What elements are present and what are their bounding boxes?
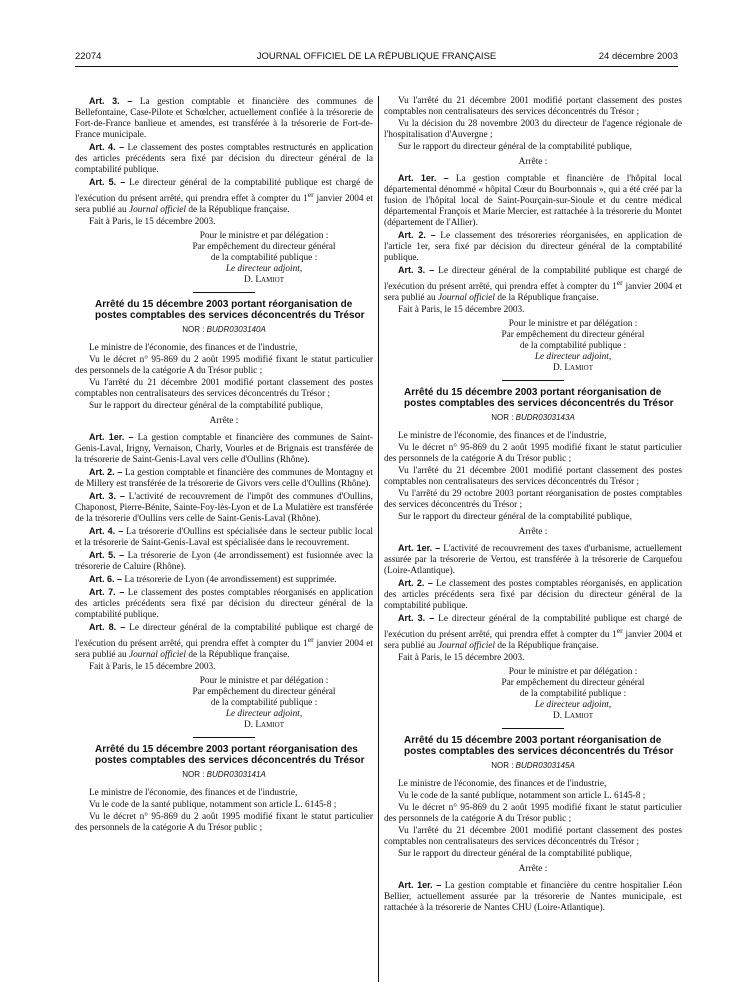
visa-paragraph: Vu l'arrêté du 21 décembre 2001 modifié portant classement des postes comptables non centralisateurs des services déconcentrés du Trésor ;	[384, 466, 682, 488]
article-paragraph: Art. 4. – La trésorerie d'Oullins est spécialisée dans le secteur public local et la trésorerie de Saint-Genis-Laval est spécialisée dans le recouvrement.	[75, 526, 374, 549]
left-column	[75, 96, 373, 835]
visa-paragraph: Le ministre de l'économie, des finances et de l'industrie,	[398, 779, 607, 790]
signatory-name: D. Lamiot	[553, 711, 593, 722]
separator-rule	[193, 292, 255, 293]
article-paragraph: Art. 5. – Le directeur général de la comptabilité publique est chargé de l'exécution du présent arrêté, qui prendra effet à compter du 1er janvier 2004 et sera publié au Journal officiel de la République française.	[75, 177, 374, 216]
article-label: Art. 4. –	[89, 142, 125, 152]
article-paragraph: Art. 8. – Le directeur général de la comptabilité publique est chargé de l'exécution du présent arrêté, qui prendra effet à compter du 1er janvier 2004 et sera publié au Journal officiel de la République française.	[75, 622, 374, 661]
nor-reference: NOR : BUDR0303140A	[182, 325, 266, 335]
visa-paragraph: Vu l'arrêté du 21 décembre 2001 modifié portant classement des postes comptables non centralisateurs des services déconcentrés du Trésor ;	[384, 96, 682, 117]
separator-rule	[502, 728, 564, 729]
nor-reference: NOR : BUDR0303145A	[491, 761, 575, 771]
article-paragraph: Art. 6. – La trésorerie de Lyon (4e arrondissement) est supprimée.	[89, 574, 337, 586]
signature-block: Pour le ministre et par délégation : Par empêchement du directeur général de la comptabilité publique : Le directeur adjoint, D. Lamiot	[75, 231, 373, 286]
signatory-name: D. Lamiot	[553, 363, 593, 374]
visa-paragraph: Vu le décret n° 95-869 du 2 août 1995 modifié fixant le statut particulier des personnels de la catégorie A du Trésor public ;	[384, 443, 682, 465]
fait-line: Fait à Paris, le 15 décembre 2003.	[89, 662, 216, 673]
signature-block: Pour le ministre et par délégation : Par empêchement du directeur général de la comptabilité publique : Le directeur adjoint, D. Lamiot	[75, 676, 373, 731]
decree-title: Arrêté du 15 décembre 2003 portant réorganisation de postes comptables des services déconcentrés du Trésor	[95, 299, 365, 322]
article-paragraph: Art. 1er. – La gestion comptable et financière des communes de Saint-Genis-Laval, Irigny, Vernaison, Charly, Vourles et de Brignais est transférée de la trésorerie de Saint-Genis-Laval vers celle d'Oullins (Rhône).	[75, 432, 374, 466]
visa-paragraph: Vu l'arrêté du 29 octobre 2003 portant réorganisation de postes comptables des services déconcentrés du Trésor ;	[384, 489, 682, 511]
signatory-name: D. Lamiot	[244, 720, 284, 731]
visa-paragraph: Le ministre de l'économie, des finances et de l'industrie,	[398, 431, 607, 442]
article-paragraph: Art. 2. – Le classement des trésoreries réorganisées, en application de l'article 1er, sera fixé par décision du directeur général de la comptabilité publique.	[384, 230, 682, 263]
article-paragraph: Art. 3. – L'activité de recouvrement de l'impôt des communes d'Oullins, Chaponost, Pierre-Bénite, Sainte-Foy-lès-Lyon et de La Mulatière est transférée de la trésorerie d'Oullins vers celle de Saint-Genis-Laval (Rhône).	[75, 491, 373, 525]
visa-paragraph: Vu le décret n° 95-869 du 2 août 1995 modifié fixant le statut particulier des personnels de la catégorie A du Trésor public ;	[75, 812, 373, 834]
fait-line: Fait à Paris, le 15 décembre 2003.	[398, 305, 525, 316]
visa-paragraph: Sur le rapport du directeur général de la comptabilité publique,	[398, 512, 632, 523]
visa-paragraph: Vu le décret n° 95-869 du 2 août 1995 modifié fixant le statut particulier des personnels de la catégorie A du Trésor public ;	[384, 803, 682, 825]
arrete-heading: Arrête :	[518, 157, 548, 167]
nor-reference: NOR : BUDR0303141A	[182, 770, 266, 780]
journal-title: JOURNAL OFFICIEL DE LA RÉPUBLIQUE FRANÇAISE	[256, 51, 497, 62]
article-paragraph: Art. 3. – La gestion comptable et financière des communes de Bellefontaine, Case-Pilote et Schœlcher, actuellement confiée à la trésorerie de Fort-de-France banlieue et amendes, est transférée à la trésorerie de Fort-de-France municipale.	[75, 96, 374, 140]
article-paragraph: Art. 4. – Le classement des postes comptables restructurés en application des articles précédents sera fixé par décision du directeur général de la comptabilité publique.	[75, 142, 374, 175]
page-header	[75, 51, 678, 65]
article-paragraph: Art. 5. – La trésorerie de Lyon (4e arrondissement) est fusionnée avec la trésorerie de Caluire (Rhône).	[75, 550, 374, 573]
article-paragraph: Art. 1er. – L'activité de recouvrement des taxes d'urbanisme, actuellement assurée par la trésorerie de Vertou, est transférée à la trésorerie de Carquefou (Loire-Atlantique).	[384, 543, 682, 577]
visa-paragraph: Le ministre de l'économie, des finances et de l'industrie,	[89, 343, 298, 354]
visa-paragraph: Vu le décret n° 95-869 du 2 août 1995 modifié fixant le statut particulier des personnels de la catégorie A du Trésor public ;	[75, 355, 373, 377]
separator-rule	[502, 380, 564, 381]
fait-line: Fait à Paris, le 15 décembre 2003.	[398, 653, 525, 664]
nor-reference: NOR : BUDR0303143A	[491, 413, 575, 423]
visa-paragraph: Vu le code de la santé publique, notamment son article L. 6145-8 ;	[89, 800, 337, 811]
decree-title: Arrêté du 15 décembre 2003 portant réorganisation des postes comptables des services déconcentrés du Trésor	[95, 744, 365, 767]
article-paragraph: Art. 1er. – La gestion comptable et financière de l'hôpital local départemental dénommé « hôpital Cœur du Bourbonnais », qui a été créé par la fusion de l'hôpital local de Saint-Pourçain-sur-Sioule et du centre médical départemental François et Marie Mercier, est rattachée à la trésorerie du Montet (département de l'Allier).	[384, 173, 682, 228]
arrete-heading: Arrête :	[518, 527, 548, 538]
article-label: Art. 5. –	[89, 177, 126, 187]
right-column	[384, 96, 682, 915]
visa-paragraph: Vu le code de la santé publique, notamment son article L. 6145-8 ;	[398, 791, 646, 802]
arrete-heading: Arrête :	[518, 864, 548, 875]
article-label: Art. 3. –	[89, 96, 133, 106]
signatory-name: D. Lamiot	[244, 275, 284, 286]
article-paragraph: Art. 2. – Le classement des postes comptables réorganisés, en application des articles précédents sera fixé par décision du directeur général de la comptabilité publique.	[384, 578, 683, 612]
visa-paragraph: Sur le rapport du directeur général de la comptabilité publique,	[398, 142, 632, 152]
decree-title: Arrêté du 15 décembre 2003 portant réorganisation de postes comptables des services déconcentrés du Trésor	[404, 387, 674, 410]
article-paragraph: Art. 2. – La gestion comptable et financière des communes de Montagny et de Millery est transférée de la trésorerie de Givors vers celle d'Oullins (Rhône).	[75, 467, 374, 490]
separator-rule	[193, 737, 255, 738]
signature-block: Pour le ministre et par délégation : Par empêchement du directeur général de la comptabilité publique : Le directeur adjoint, D. Lamiot	[384, 667, 682, 722]
decree-title: Arrêté du 15 décembre 2003 portant réorganisation de postes comptables des services déconcentrés du Trésor	[404, 735, 674, 758]
article-paragraph: Art. 7. – Le classement des postes comptables réorganisés en application des articles précédents sera fixé par décision du directeur général de la comptabilité publique.	[75, 587, 373, 621]
visa-paragraph: Vu l'arrêté du 21 décembre 2001 modifié portant classement des postes comptables non centralisateurs des services déconcentrés du Trésor ;	[75, 378, 373, 400]
visa-paragraph: Le ministre de l'économie, des finances et de l'industrie,	[89, 788, 298, 799]
article-paragraph: Art. 3. – Le directeur général de la comptabilité publique est chargé de l'exécution du présent arrêté, qui prendra effet à compter du 1er janvier 2004 et sera publié au Journal officiel de la République française.	[384, 613, 683, 652]
visa-paragraph: Sur le rapport du directeur général de la comptabilité publique,	[398, 849, 632, 860]
header-rule	[75, 66, 678, 67]
column-divider	[378, 96, 379, 982]
visa-paragraph: Vu la décision du 28 novembre 2003 du directeur de l'agence régionale de l'hospitalisation d'Auvergne ;	[384, 119, 682, 140]
signature-block: Pour le ministre et par délégation : Par empêchement du directeur général de la comptabilité publique : Le directeur adjoint, D. Lamiot	[384, 319, 682, 374]
article-paragraph: Art. 1er. – La gestion comptable et financière du centre hospitalier Léon Bellier, actuellement assurée par la trésorerie de Nantes municipale, est rattachée à la trésorerie de Nantes CHU (Loire-Atlantique).	[384, 880, 682, 914]
arrete-heading: Arrête :	[209, 416, 239, 427]
fait-line: Fait à Paris, le 15 décembre 2003.	[89, 217, 216, 228]
visa-paragraph: Sur le rapport du directeur général de la comptabilité publique,	[89, 401, 323, 412]
issue-date: 24 décembre 2003	[598, 51, 678, 62]
visa-paragraph: Vu l'arrêté du 21 décembre 2001 modifié portant classement des postes comptables non centralisateurs des services déconcentrés du Trésor ;	[384, 826, 682, 848]
article-paragraph: Art. 3. – Le directeur général de la comptabilité publique est chargé de l'exécution du présent arrêté, qui prendra effet à compter du 1er janvier 2004 et sera publié au Journal officiel de la République française.	[384, 265, 683, 304]
page-number: 22074	[75, 51, 102, 62]
